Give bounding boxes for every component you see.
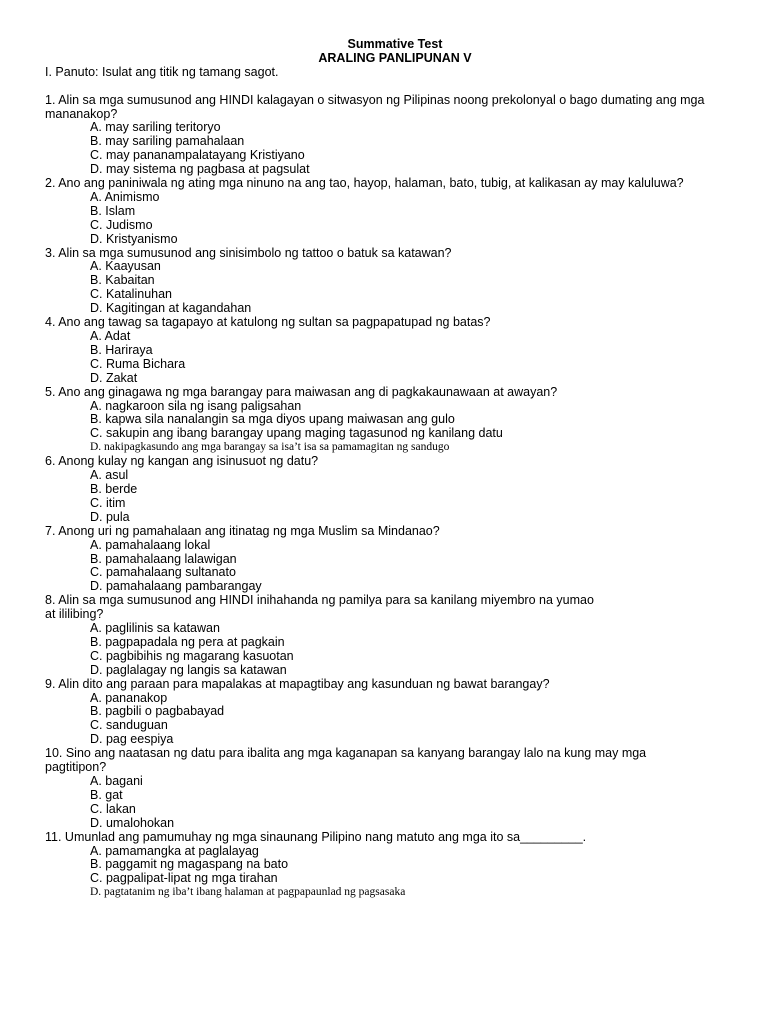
choice-option: C. sakupin ang ibang barangay upang maging tagasunod ng kanilang datu <box>90 426 503 441</box>
question-text: 8. Alin sa mga sumusunod ang HINDI inihahanda ng pamilya para sa kanilang miyembro na yumao at ililibing? <box>45 593 594 622</box>
choice-option: B. gat <box>90 787 123 802</box>
question-text: 4. Ano ang tawag sa tagapayo at katulong ng sultan sa pagpapatupad ng batas? <box>45 315 491 330</box>
question-text: 7. Anong uri ng pamahalaan ang itinatag ng mga Muslim sa Mindanao? <box>45 523 440 538</box>
question-text: 5. Ano ang ginagawa ng mga barangay para maiwasan ang di pagkakaunawaan at awayan? <box>45 384 558 399</box>
choice-option: C. pagpalipat-lipat ng mga tirahan <box>90 871 278 886</box>
question-text: 3. Alin sa mga sumusunod ang sinisimbolo ng tattoo o batuk sa katawan? <box>45 245 452 260</box>
choice-option: B. kapwa sila nanalangin sa mga diyos upang maiwasan ang gulo <box>90 412 455 427</box>
choice-option: D. nakipagkasundo ang mga barangay sa isa’t isa sa pamamagitan ng sandugo <box>90 441 450 454</box>
question-text: 1. Alin sa mga sumusunod ang HINDI kalagayan o sitwasyon ng Pilipinas noong prekolonyal o bago dumating ang mga mananakop? <box>45 92 705 121</box>
choice-option: C. Judismo <box>90 217 153 232</box>
instructions: I. Panuto: Isulat ang titik ng tamang sagot. <box>45 64 279 79</box>
choice-option: D. pamahalaang pambarangay <box>90 579 262 594</box>
question-item <box>45 455 745 525</box>
choice-option: A. pamahalaang lokal <box>90 537 211 552</box>
choice-list <box>45 845 745 901</box>
question-item <box>45 678 745 748</box>
choice-option: D. pula <box>90 509 130 524</box>
choice-option: B. paggamit ng magaspang na bato <box>90 857 289 872</box>
document-title: Summative Test <box>347 37 443 51</box>
question-text: 6. Anong kulay ng kangan ang isinusuot ng datu? <box>45 454 319 469</box>
choice-option: B. berde <box>90 481 138 496</box>
question-item <box>45 247 745 317</box>
choice-option: C. Ruma Bichara <box>90 356 186 371</box>
choice-list <box>45 121 745 177</box>
choice-option: B. pagpapadala ng pera at pagkain <box>90 634 285 649</box>
question-item <box>45 386 745 456</box>
question-item <box>45 316 745 386</box>
question-text: 10. Sino ang naatasan ng datu para ibalita ang mga kaganapan sa kanyang barangay lalo na kung may mga pagtitipon? <box>45 746 647 775</box>
choice-list <box>45 692 745 748</box>
question-list <box>45 94 745 901</box>
question-item <box>45 94 745 177</box>
document-page <box>45 38 745 900</box>
choice-option: D. pag eespiya <box>90 732 174 747</box>
choice-option: A. pananakop <box>90 690 168 705</box>
choice-option: A. asul <box>90 468 129 483</box>
choice-option: B. pamahalaang lalawigan <box>90 551 237 566</box>
question-item <box>45 177 745 247</box>
choice-option: A. nagkaroon sila ng isang paligsahan <box>90 398 302 413</box>
choice-list <box>45 260 745 316</box>
choice-option: A. paglilinis sa katawan <box>90 621 220 636</box>
choice-option: C. Katalinuhan <box>90 287 173 302</box>
choice-option: B. Hariraya <box>90 342 153 357</box>
choice-list <box>45 400 745 456</box>
choice-option: A. pamamangka at paglalayag <box>90 843 259 858</box>
choice-list <box>45 539 745 595</box>
question-item <box>45 747 745 830</box>
choice-option: A. may sariling teritoryo <box>90 120 221 135</box>
choice-option: B. pagbili o pagbabayad <box>90 704 225 719</box>
question-item <box>45 594 745 677</box>
choice-option: D. Zakat <box>90 370 138 385</box>
choice-option: B. may sariling pamahalaan <box>90 134 245 149</box>
choice-list <box>45 191 745 247</box>
choice-option: D. may sistema ng pagbasa at pagsulat <box>90 162 310 177</box>
choice-option: D. Kristyanismo <box>90 231 178 246</box>
choice-option: D. pagtatanim ng iba’t ibang halaman at pagpapaunlad ng pagsasaka <box>90 886 406 899</box>
choice-list <box>45 622 745 678</box>
choice-option: B. Islam <box>90 203 136 218</box>
choice-option: A. Kaayusan <box>90 259 161 274</box>
choice-option: C. lakan <box>90 801 136 816</box>
choice-option: A. Adat <box>90 329 131 344</box>
document-subject: ARALING PANLIPUNAN V <box>318 50 472 65</box>
choice-option: A. bagani <box>90 774 143 789</box>
choice-option: C. itim <box>90 495 126 510</box>
choice-option: D. umalohokan <box>90 815 175 830</box>
choice-option: C. may pananampalatayang Kristiyano <box>90 148 305 163</box>
choice-list <box>45 775 745 831</box>
choice-option: C. sanduguan <box>90 718 168 733</box>
question-text: 11. Umunlad ang pamumuhay ng mga sinaunang Pilipino nang matuto ang mga ito sa_________. <box>45 829 587 844</box>
question-text: 9. Alin dito ang paraan para mapalakas at mapagtibay ang kasunduan ng bawat barangay? <box>45 676 550 691</box>
choice-option: B. Kabaitan <box>90 273 155 288</box>
choice-list <box>45 469 745 525</box>
choice-option: C. pamahalaang sultanato <box>90 565 236 580</box>
choice-option: A. Animismo <box>90 189 160 204</box>
question-item <box>45 525 745 595</box>
choice-list <box>45 330 745 386</box>
choice-option: D. paglalagay ng langis sa katawan <box>90 662 287 677</box>
choice-option: C. pagbibihis ng magarang kasuotan <box>90 648 294 663</box>
choice-option: D. Kagitingan at kagandahan <box>90 301 252 316</box>
question-text: 2. Ano ang paniniwala ng ating mga ninuno na ang tao, hayop, halaman, bato, tubig, at kalikasan ay may kaluluwa? <box>45 176 684 191</box>
question-item <box>45 831 745 901</box>
